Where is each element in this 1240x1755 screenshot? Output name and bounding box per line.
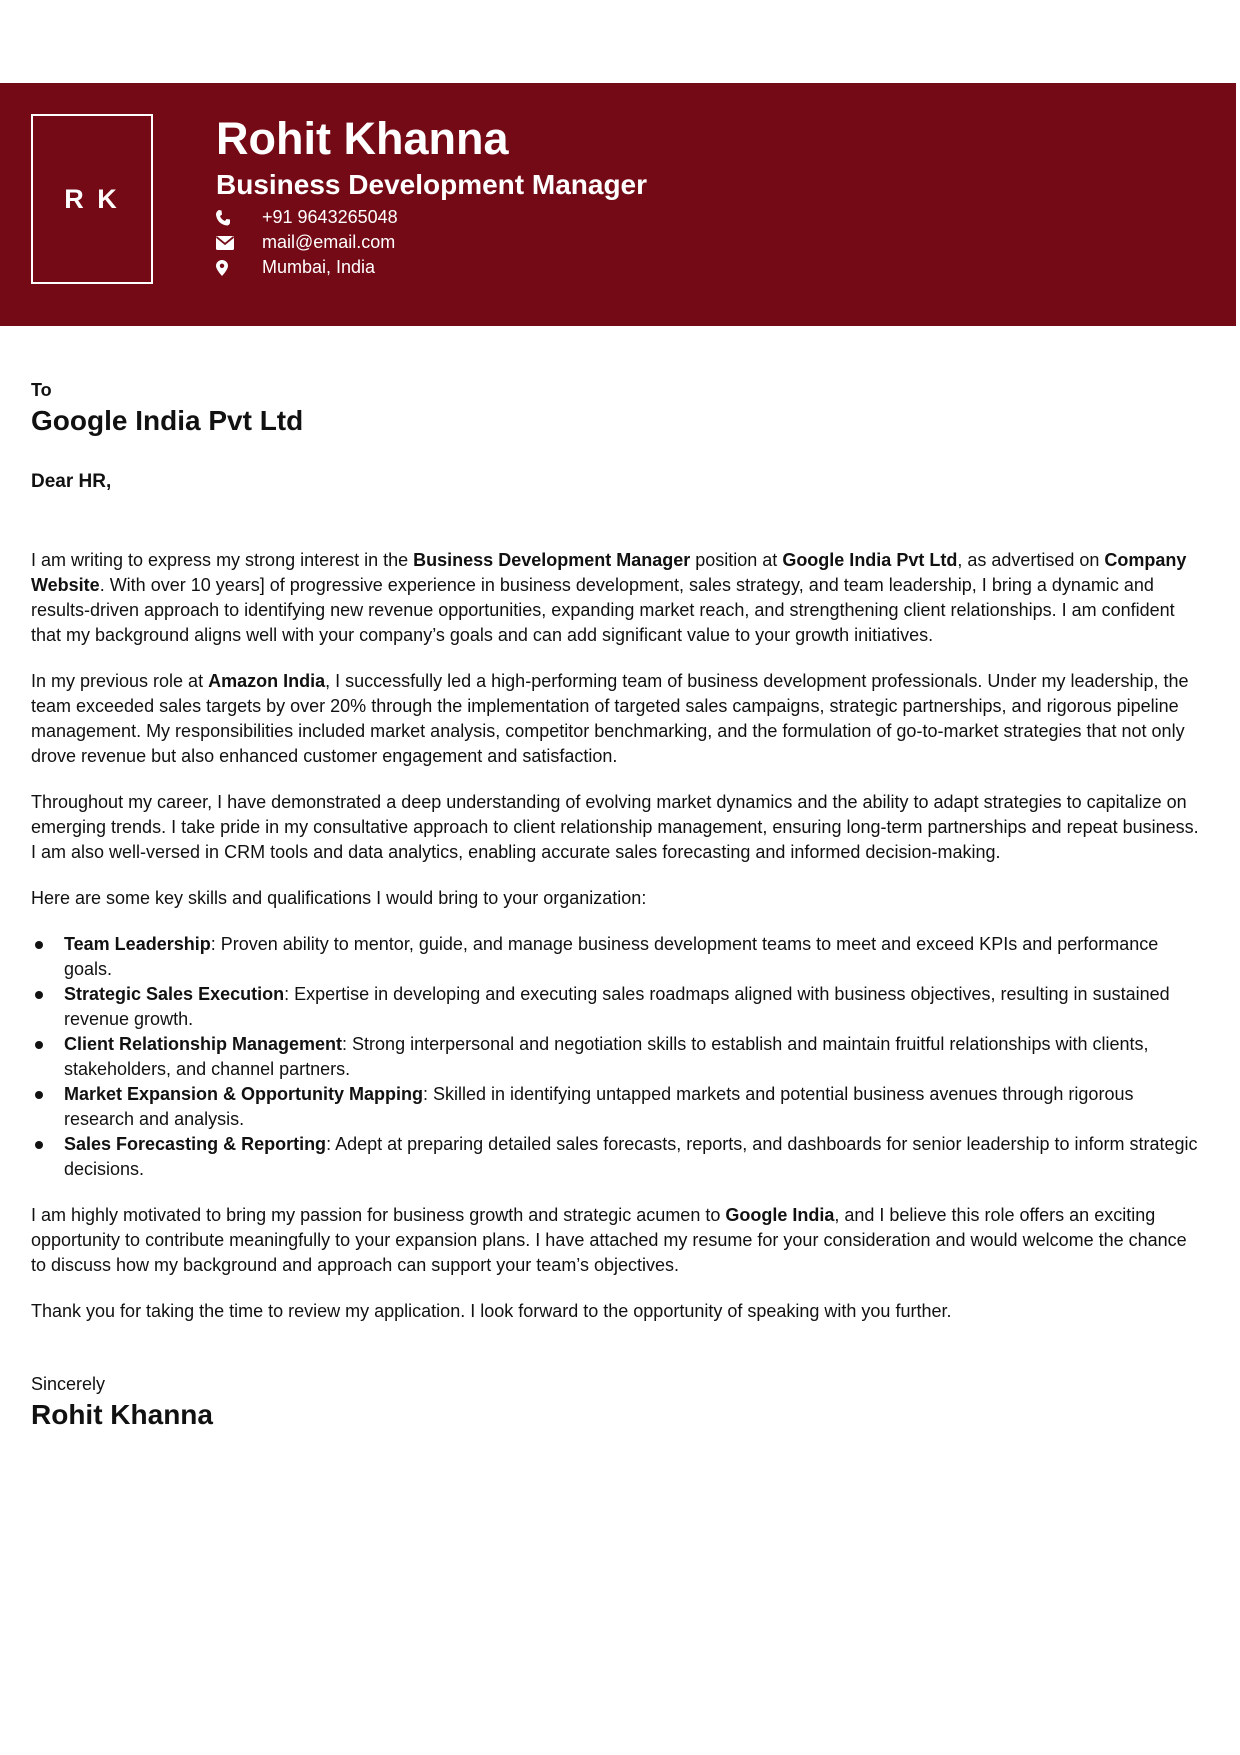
bullet-icon bbox=[35, 1141, 43, 1149]
text-segment: , I successfully led a high-performing team of business development professionals. Under my leadership, the team exceeded sales targets by over 20% through the implementation of targeted sales campaigns, strategic partnerships, and rigorous pipeline management. My responsibilities included market analysis, competitor benchmarking, and the formulation of go-to-market strategies that not only drove revenue but also enhanced customer engagement and satisfaction. bbox=[31, 671, 1189, 766]
paragraph-closing: Thank you for taking the time to review my application. I look forward to the opportunity of speaking with you further. bbox=[31, 1301, 952, 1321]
recipient-company: Google India Pvt Ltd bbox=[31, 405, 304, 436]
skill-desc: : Proven ability to mentor, guide, and manage business development teams to meet and exceed KPIs and performance goals. bbox=[64, 934, 1159, 979]
bullet-icon bbox=[35, 1091, 43, 1099]
list-item bbox=[31, 1132, 1203, 1182]
to-label: To bbox=[31, 380, 52, 400]
skill-title: Client Relationship Management bbox=[64, 1034, 343, 1054]
list-item bbox=[31, 1082, 1203, 1132]
bold-segment: Google India Pvt Ltd bbox=[782, 550, 958, 570]
text-segment: , as advertised on bbox=[957, 550, 1105, 570]
skill-desc: : Adept at preparing detailed sales forecasts, reports, and dashboards for senior leadership to inform strategic decisions. bbox=[64, 1134, 1198, 1179]
list-item bbox=[31, 932, 1203, 982]
signoff: Sincerely bbox=[31, 1374, 106, 1394]
phone-icon bbox=[216, 210, 262, 226]
paragraph-motivation bbox=[31, 1203, 1203, 1278]
skill-title: Sales Forecasting & Reporting bbox=[64, 1134, 327, 1154]
envelope-icon bbox=[216, 236, 262, 250]
location-text: Mumbai, India bbox=[262, 257, 376, 277]
skill-title: Strategic Sales Execution bbox=[64, 984, 285, 1004]
text-segment: , and I believe this role offers an exciting opportunity to contribute meaningfully to your expansion plans. I have attached my resume for your consideration and would welcome the chance to discuss how my background and approach can support your team’s objectives. bbox=[31, 1205, 1187, 1275]
phone-text: +91 9643265048 bbox=[262, 207, 398, 227]
signature-name: Rohit Khanna bbox=[31, 1399, 213, 1430]
list-item bbox=[31, 1032, 1203, 1082]
paragraph-career: Throughout my career, I have demonstrated a deep understanding of evolving market dynamics and the ability to adapt strategies to capitalize on emerging trends. I take pride in my consultative approach to client relationship management, ensuring long-term partnerships and repeat business. I am also well-versed in CRM tools and data analytics, enabling accurate sales forecasting and informed decision-making. bbox=[31, 792, 1199, 862]
text-segment: I am writing to express my strong interest in the bbox=[31, 550, 414, 570]
skill-desc: : Skilled in identifying untapped markets and potential business avenues through rigorous research and analysis. bbox=[64, 1084, 1134, 1129]
contact-phone bbox=[216, 205, 647, 230]
skill-desc: : Strong interpersonal and negotiation skills to establish and maintain fruitful relationships with clients, stakeholders, and channel partners. bbox=[64, 1034, 1149, 1079]
salutation: Dear HR, bbox=[31, 471, 112, 492]
text-segment: position at bbox=[690, 550, 783, 570]
applicant-role: Business Development Manager bbox=[216, 169, 648, 200]
header-text bbox=[216, 111, 647, 280]
paragraph-previous-role bbox=[31, 669, 1203, 769]
monogram-box bbox=[31, 114, 153, 284]
letter-body bbox=[31, 378, 1203, 1433]
bold-segment: Business Development Manager bbox=[413, 550, 691, 570]
text-segment: In my previous role at bbox=[31, 671, 209, 691]
bullet-icon bbox=[35, 991, 43, 999]
bold-segment: Company Website bbox=[31, 550, 1187, 595]
text-segment: . With over 10 years] of progressive experience in business development, sales strategy, and team leadership, I bring a dynamic and results-driven approach to identifying new revenue opportunities, expanding market reach, and strengthening client relationships. I am confident that my background aligns well with your company’s goals and can add significant value to your growth initiatives. bbox=[31, 575, 1175, 645]
bullet-icon bbox=[35, 941, 43, 949]
paragraph-intro bbox=[31, 548, 1203, 648]
bold-segment: Amazon India bbox=[208, 671, 326, 691]
email-text: mail@email.com bbox=[262, 232, 396, 252]
skill-title: Market Expansion & Opportunity Mapping bbox=[64, 1084, 424, 1104]
applicant-name: Rohit Khanna bbox=[216, 113, 509, 164]
monogram-initials: R K bbox=[64, 183, 120, 214]
bold-segment: Google India bbox=[725, 1205, 835, 1225]
header-banner bbox=[0, 83, 1236, 326]
list-item bbox=[31, 982, 1203, 1032]
skills-list bbox=[31, 932, 1203, 1182]
skills-intro: Here are some key skills and qualifications I would bring to your organization: bbox=[31, 888, 647, 908]
skill-desc: : Expertise in developing and executing sales roadmaps aligned with business objectives, resulting in sustained revenue growth. bbox=[64, 984, 1170, 1029]
text-segment: I am highly motivated to bring my passion for business growth and strategic acumen to bbox=[31, 1205, 726, 1225]
skill-title: Team Leadership bbox=[64, 934, 211, 954]
bullet-icon bbox=[35, 1041, 43, 1049]
map-pin-icon bbox=[216, 260, 262, 276]
contact-location bbox=[216, 255, 647, 280]
contact-email bbox=[216, 230, 647, 255]
